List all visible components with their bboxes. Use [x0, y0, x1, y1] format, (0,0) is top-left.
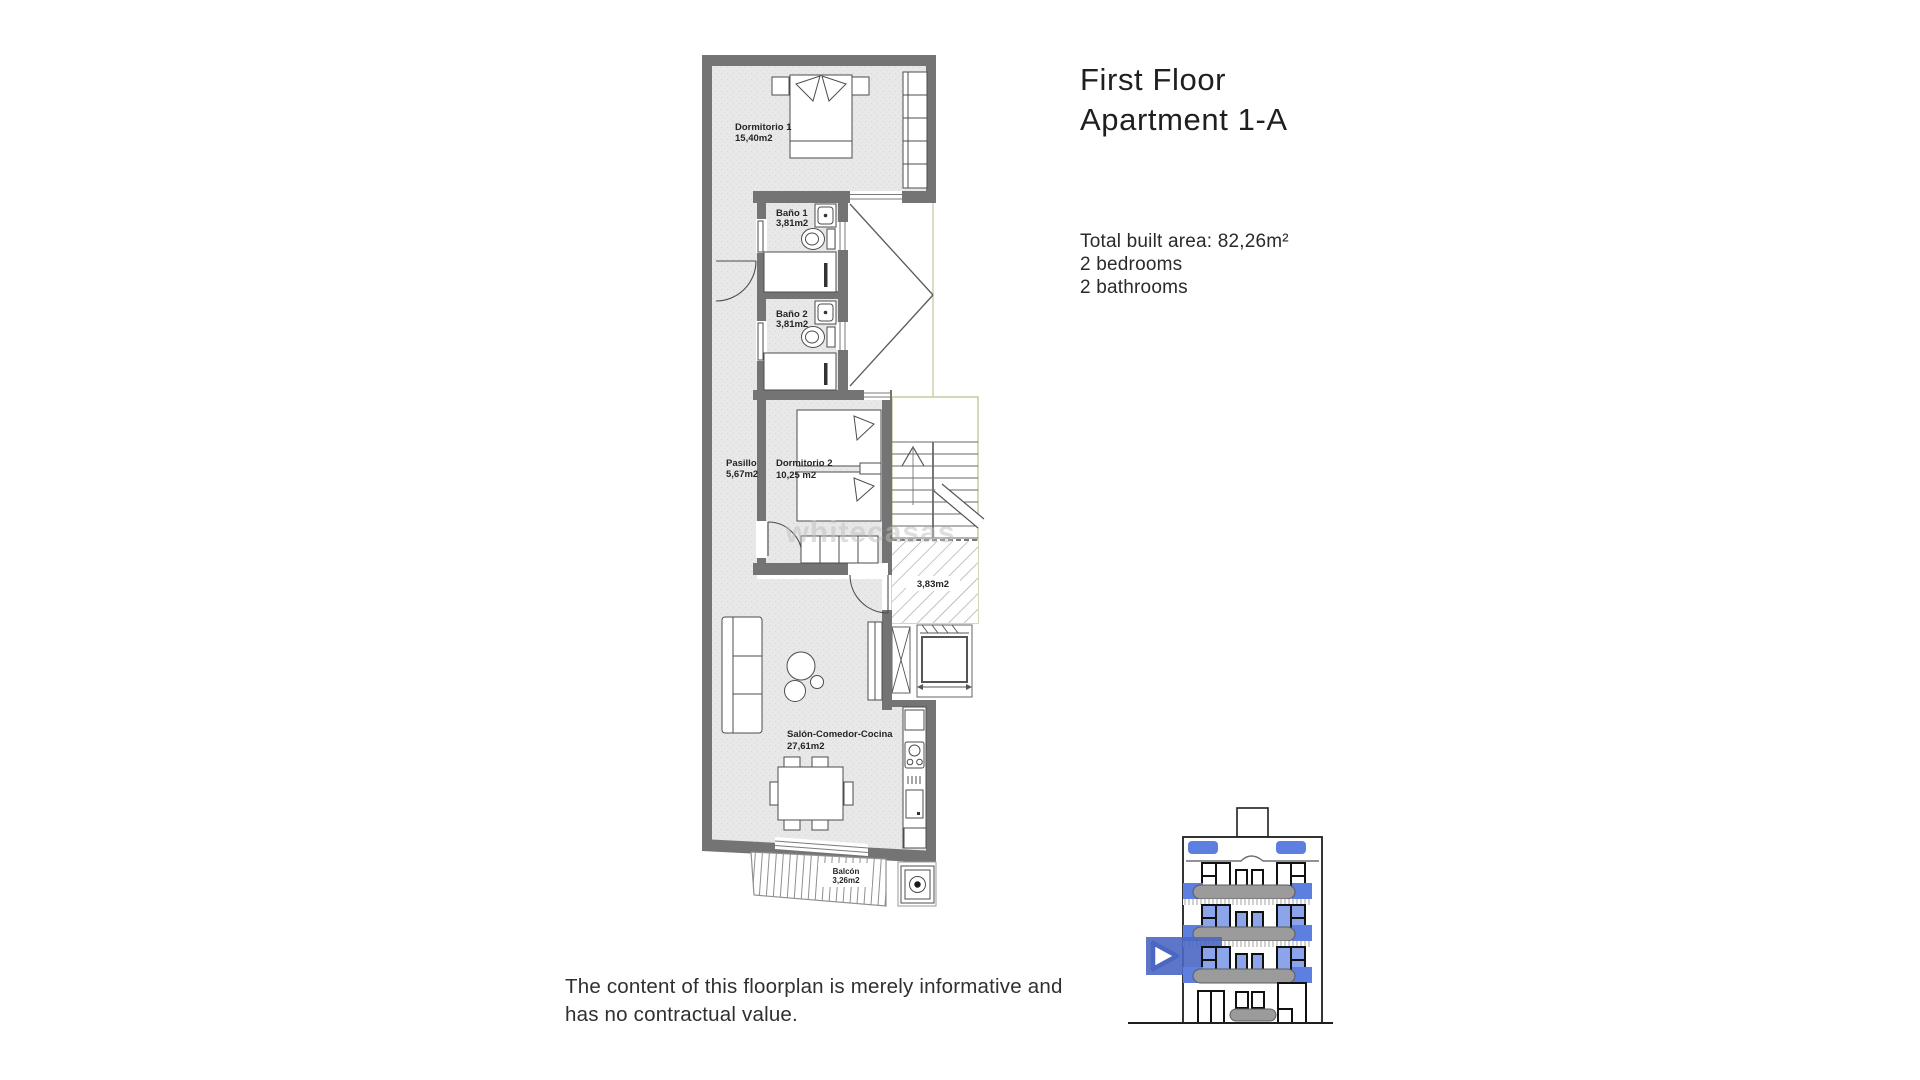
watermark: whitecasas [785, 516, 956, 549]
room-label-salon: Salón-Comedor-Cocina [787, 729, 893, 740]
room-label-bano1: Baño 1 [776, 208, 808, 219]
washing-machine-icon [901, 866, 934, 903]
bedrooms-text: 2 bedrooms [1080, 254, 1183, 275]
wardrobe-icon [801, 536, 878, 563]
nightstand [852, 77, 869, 95]
floorplan-drawing [690, 40, 1010, 920]
disclaimer-text [565, 973, 1063, 1029]
oven-icon [906, 790, 923, 818]
dining-table-icon [770, 757, 853, 830]
window [864, 390, 890, 400]
bathrooms-text: 2 bathrooms [1080, 277, 1188, 298]
title-line-2: Apartment 1-A [1080, 102, 1288, 137]
room-area-salon: 27,61m2 [787, 741, 825, 752]
room-area-balcon: 3,26m2 [832, 876, 860, 885]
wardrobe-icon [903, 72, 927, 188]
room-area-pasillo: 5,67m2 [726, 469, 759, 480]
toilet-icon [802, 229, 836, 250]
window [850, 191, 902, 203]
window [836, 222, 850, 250]
sink-icon [815, 301, 836, 324]
title-line-1: First Floor [1080, 62, 1227, 97]
disclaimer-line-2: has no contractual value. [565, 1003, 798, 1026]
window [836, 322, 850, 350]
room-label-pasillo: Pasillo [726, 458, 757, 469]
room-label-dormitorio2: Dormitorio 2 [776, 458, 833, 469]
shower-icon [764, 353, 836, 390]
room-label-bano2: Baño 2 [776, 309, 808, 320]
room-area-bano2: 3,81m2 [776, 319, 809, 330]
stair-core [892, 203, 986, 697]
balcony-band [1183, 883, 1312, 905]
void-lightwell [850, 204, 933, 386]
page-title [1080, 60, 1288, 140]
apartment-summary [1080, 230, 1289, 299]
nightstand [772, 77, 789, 95]
room-area-dormitorio1: 15,40m2 [735, 133, 773, 144]
rooftop-structure [1237, 808, 1268, 837]
kitchen-counter-icon [903, 707, 926, 848]
double-bed-icon [790, 75, 852, 158]
room-area-bano1: 3,81m2 [776, 218, 809, 229]
area-landing-terrace: 3,83m2 [916, 579, 950, 590]
balcony-band [1183, 967, 1312, 983]
room-area-dormitorio2: 10,25 m2 [776, 470, 817, 481]
dormitorio2-furniture [797, 410, 881, 563]
sofa-icon [722, 617, 762, 733]
elevator-icon [892, 625, 972, 697]
shower-icon [764, 252, 836, 292]
disclaimer-line-1: The content of this floorplan is merely informative and [565, 975, 1063, 998]
built-area-text: Total built area: 82,26m² [1080, 231, 1289, 252]
sink-icon [815, 204, 836, 227]
building-elevation-icon [1120, 795, 1345, 1035]
room-label-balcon: Balcón [832, 867, 860, 876]
tall-cabinet [868, 622, 882, 700]
nightstand [860, 463, 881, 474]
hob-icon [905, 742, 924, 768]
room-label-dormitorio1: Dormitorio 1 [735, 122, 792, 133]
